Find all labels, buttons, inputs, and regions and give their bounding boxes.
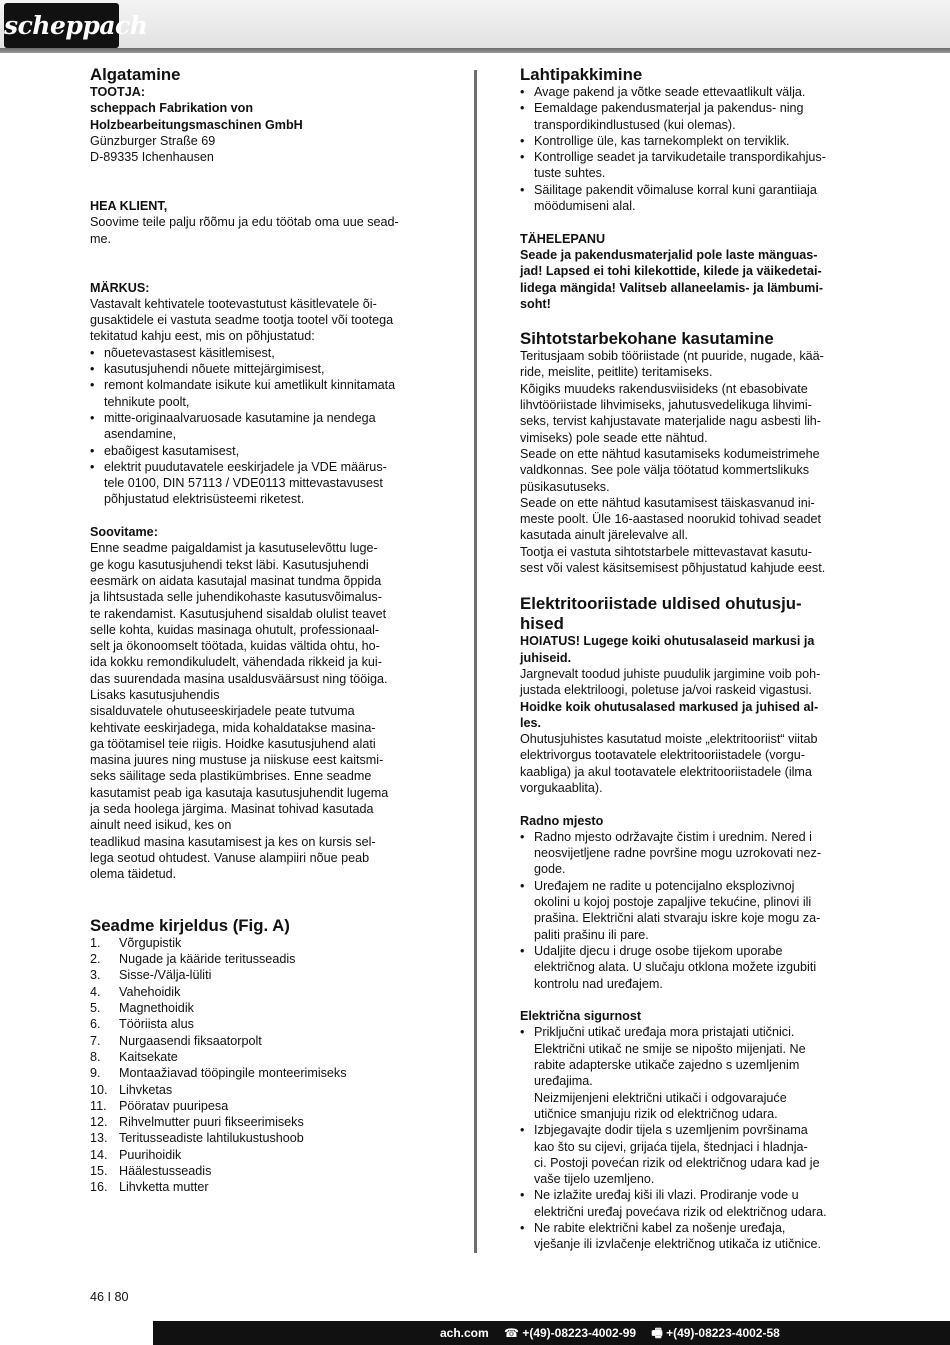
parts-list-item xyxy=(90,984,435,1000)
text-line: Vastavalt kehtivatele tootevastutust käsitlevatele õi- xyxy=(90,296,377,311)
list-item-line: transpordikindlustused (kui olemas). xyxy=(534,117,736,132)
item-text: Lihvketas xyxy=(119,1082,173,1097)
safety-warning xyxy=(520,633,865,666)
text-line: les. xyxy=(520,715,542,730)
intended-use-text xyxy=(520,348,865,576)
footer-phone: ☎ +(49)-08223-4002-99 xyxy=(504,1326,637,1340)
text-line: lega seotud ohtudest. Vanuse alampiiri nõue peab xyxy=(90,850,370,865)
list-item-line: • Udaljite djecu i druge osobe tijekom uporabe xyxy=(534,943,783,958)
text-line: hised xyxy=(520,613,564,633)
item-number: 7. xyxy=(90,1033,101,1048)
item-number: 8. xyxy=(90,1049,101,1064)
text-line: Tootja ei vastuta sihtotstarbele mittevastavat kasutu- xyxy=(520,544,812,559)
text-line: Seade on ette nähtud kasutamisest täiskasvanud ini- xyxy=(520,495,815,510)
list-item-line: • nõuetevastasest käsitlemisest, xyxy=(104,345,275,360)
list-item-line: • kasutusjuhendi nõuete mittejärgimisest, xyxy=(104,362,325,377)
text-line: Holzbearbeitungsmaschinen GmbH xyxy=(90,117,303,132)
text-line: HOIATUS! Lugege koiki ohutusalaseid markusi ja xyxy=(520,634,815,649)
item-text: Sisse-/Välja-lüliti xyxy=(119,968,212,983)
text-line: eesmärk on aidata kasutajal masinat tundma õppida xyxy=(90,573,382,588)
item-number: 4. xyxy=(90,984,101,999)
electrical-list xyxy=(520,1024,865,1252)
text-line: Jargnevalt toodud juhiste puudulik jargimine voib poh- xyxy=(520,666,821,681)
greeting-title: HEA KLIENT, xyxy=(90,199,168,214)
text-line: Teritusjaam sobib tööriistade (nt puuride, nugade, kää- xyxy=(520,349,824,364)
parts-list-item xyxy=(90,1098,435,1114)
text-line: scheppach Fabrikation von xyxy=(90,101,254,116)
text-line: Lisaks kasutusjuhendis xyxy=(90,687,220,702)
list-item-line: • Kontrollige seadet ja tarvikudetaile transpordikahjus- xyxy=(534,150,826,165)
parts-list-item xyxy=(90,1147,435,1163)
text-line: ja lihtsustada selle juhendikohaste kasutusvõimalus- xyxy=(90,590,382,605)
list-item xyxy=(520,182,865,215)
item-number: 16. xyxy=(90,1180,108,1195)
text-line: Seade ja pakendusmaterjalid pole laste mänguas- xyxy=(520,247,818,262)
list-item xyxy=(520,1024,865,1122)
list-item-line: • Izbjegavajte dodir tijela s uzemljenim površinama xyxy=(534,1123,808,1138)
item-number: 6. xyxy=(90,1017,101,1032)
list-item-line: • elektrit puudutavatele eeskirjadele ja VDE määrus- xyxy=(104,459,387,474)
item-number: 9. xyxy=(90,1066,101,1081)
text-line: olema täidetud. xyxy=(90,867,177,882)
maker-name xyxy=(90,100,435,133)
item-number: 3. xyxy=(90,968,101,983)
text-line: seks säilitage seda plastikümbrises. Enne seadme xyxy=(90,769,372,784)
text-line: D-89335 Ichenhausen xyxy=(90,150,214,165)
item-number: 2. xyxy=(90,952,101,967)
list-item xyxy=(90,410,435,443)
list-item-line: • Uređajem ne radite u potencijalno eksplozivnoj xyxy=(534,878,795,893)
list-item-line: möödumiseni alal. xyxy=(534,199,636,214)
list-item-line: tele 0100, DIN 57113 / VDE0113 mittevastavusest xyxy=(104,476,383,491)
list-item-line: kontrolu nad uređajem. xyxy=(534,976,663,991)
parts-list-item xyxy=(90,1130,435,1146)
section-title-intended-use: Sihtotstarbekohane kasutamine xyxy=(520,329,774,349)
text-line: justada elektriloogi, poletuse ja/voi raskeid vigastusi. xyxy=(520,683,812,698)
list-item xyxy=(520,829,865,878)
list-item-line: • ebaõigest kasutamisest, xyxy=(104,443,240,458)
text-line: vorgukaablita). xyxy=(520,780,603,795)
list-item xyxy=(90,345,435,361)
text-line: selt ja ökonoomselt töötada, kuidas vältida ohtu, ho- xyxy=(90,639,380,654)
item-text: Kaitsekate xyxy=(119,1049,178,1064)
text-line: elektrivorgus tootavatele elektritooriistadele (vorgu- xyxy=(520,748,805,763)
item-text: Montaažiavad tööpingile monteerimiseks xyxy=(119,1066,347,1081)
list-item-line: • Ne rabite električni kabel za nošenje uređaja, xyxy=(534,1221,786,1235)
text-line: ida kokku remondikuludelt, vähendada rikkeid ja kui- xyxy=(90,655,382,670)
text-line: ainult need isikud, kes on xyxy=(90,818,232,833)
text-line: lidega mängida! Valitseb allaneelamis- ja lämbumi- xyxy=(520,280,824,295)
parts-list-item xyxy=(90,1065,435,1081)
list-item-line: tehnikute poolt, xyxy=(104,394,190,409)
item-number: 10. xyxy=(90,1082,108,1097)
list-item-line: okolini u kojoj postoje zapaljive tekućine, plinovi ili xyxy=(534,895,812,910)
list-item-line: kao što su cijevi, grijaća tijela, štednjaci i hladnja- xyxy=(534,1139,808,1154)
list-item xyxy=(520,84,865,100)
list-item-line: rabite adapterske utikače zajedno s uzemljenim xyxy=(534,1058,800,1073)
parts-list xyxy=(90,935,435,1196)
list-item xyxy=(520,133,865,149)
text-line: Soovime teile palju rõõmu ja edu töötab oma uue sead- xyxy=(90,215,399,230)
greeting-text xyxy=(90,214,435,247)
text-line: tekitatud kahju eest, mis on põhjustatud: xyxy=(90,329,315,344)
safety-definition xyxy=(520,731,865,796)
maker-address xyxy=(90,133,435,166)
list-item-line: • Säilitage pakendit võimaluse korral kuni garantiiaja xyxy=(534,182,817,197)
section-title-algatamine: Algatamine xyxy=(90,65,181,84)
item-text: Häälestusseadis xyxy=(119,1164,212,1178)
text-line: te rakendamist. Kasutusjuhend sisaldab olulist teavet xyxy=(90,606,387,621)
text-line: püsikasutuseks. xyxy=(520,479,610,494)
parts-list-item xyxy=(90,1082,435,1098)
text-line: soht! xyxy=(520,296,551,311)
list-item xyxy=(520,149,865,182)
text-line: seks, tervist kahjustavate materjalide nagu asbesti lih- xyxy=(520,414,821,429)
attention-title: TÄHELEPANU xyxy=(520,231,606,246)
list-item-line: gode. xyxy=(534,862,566,877)
text-line: sisalduvatele ohutuseeskirjadele peate tutvuma xyxy=(90,704,355,719)
text-line: ride, meislite, peitlite) teritamiseks. xyxy=(520,365,713,380)
text-line: ga töötamisel teie riigis. Hoidke kasutusjuhend alati xyxy=(90,736,376,751)
item-text: Nugade ja kääride teritusseadis xyxy=(119,952,296,967)
list-item-line: prašina. Električni alati stvaraju iskre koje mogu za- xyxy=(534,911,821,926)
text-line: kasutada ainult järelevalve all. xyxy=(520,528,689,543)
maker-label: TOOTJA: xyxy=(90,85,146,99)
page-header xyxy=(0,0,950,48)
list-item xyxy=(90,443,435,459)
electrical-title: Električna sigurnost xyxy=(520,1009,642,1024)
section-title-unpacking: Lahtipakkimine xyxy=(520,65,643,84)
list-item-line: paliti prašinu ili pare. xyxy=(534,927,649,942)
text-line: vimiseks) pole seade ette nähtud. xyxy=(520,430,708,445)
note-intro xyxy=(90,296,435,345)
text-line: Enne seadme paigaldamist ja kasutuselevõttu luge- xyxy=(90,541,378,556)
text-line: kasutamist peab iga kasutaja kasutusjuhendit lugema xyxy=(90,785,389,800)
list-item xyxy=(90,361,435,377)
text-line: valdkonnas. See pole välja töötatud kommertslikuks xyxy=(520,463,810,478)
item-number: 11. xyxy=(90,1098,107,1113)
item-text: Puurihoidik xyxy=(119,1147,182,1162)
list-item-line: • remont kolmandate isikute kui ametlikult kinnitamata xyxy=(104,378,396,393)
list-item xyxy=(520,1122,865,1187)
note-title: MÄRKUS: xyxy=(90,280,150,295)
list-item xyxy=(520,100,865,133)
parts-list-item xyxy=(90,1179,435,1195)
list-item-line: električni uređaj povećava rizik od električnog udara. xyxy=(534,1204,827,1219)
safety-intro xyxy=(520,666,865,699)
list-item xyxy=(520,878,865,943)
parts-list-item xyxy=(90,1033,435,1049)
list-item-line: • Priključni utikač uređaja mora pristajati utičnici. xyxy=(534,1025,795,1040)
list-item-line: električnog alata. U slučaju otklona možete izgubiti xyxy=(534,960,817,975)
text-line: das suurendada masina usaldusväärsust ning tööiga. xyxy=(90,671,388,686)
item-text: Rihvelmutter puuri fikseerimiseks xyxy=(119,1115,304,1130)
scheppach-logo: scheppach xyxy=(4,3,119,48)
list-item-line: • Eemaldage pakendusmaterjal ja pakendus- ning xyxy=(534,101,804,116)
list-item-line: • Ne izlažite uređaj kiši ili vlazi. Prodiranje vode u xyxy=(534,1188,799,1203)
text-line: lihvtööriistade lihvimiseks, jahutusvedelikuga lihvimi- xyxy=(520,398,812,413)
list-item-line: tuste suhtes. xyxy=(534,166,606,181)
parts-list-item xyxy=(90,1049,435,1065)
footer-fax: 🖷 +(49)-08223-4002-58 xyxy=(651,1326,780,1340)
text-line: Kõigiks muudeks rakendusviisideks (nt ebasobivate xyxy=(520,381,808,396)
text-line: ja seda hoolega järgima. Masinat tohivad kasutada xyxy=(90,802,374,817)
item-text: Lihvketta mutter xyxy=(119,1180,209,1195)
parts-list-item xyxy=(90,1016,435,1032)
note-list xyxy=(90,345,435,508)
section-title-safety xyxy=(520,594,865,633)
text-line: meste poolt. Üle 16-aastased noorukid tohivad seadet xyxy=(520,512,822,527)
list-item-line: Električni utikač ne smije se nipošto mijenjati. Ne xyxy=(534,1041,806,1056)
text-line: Elektritooriistade uldised ohutusju- xyxy=(520,594,802,614)
list-item-line: Neizmijenjeni električni utikači i odgovarajuće xyxy=(534,1090,787,1105)
list-item xyxy=(90,459,435,508)
list-item xyxy=(520,943,865,992)
list-item-line: • Kontrollige üle, kas tarnekomplekt on terviklik. xyxy=(534,133,790,148)
item-number: 14. xyxy=(90,1147,108,1162)
text-line: me. xyxy=(90,231,111,246)
attention-text xyxy=(520,247,865,312)
page-footer xyxy=(0,1321,950,1345)
text-line: teadlikud masina kasutamisest ja kes on kursis sel- xyxy=(90,834,376,849)
text-line: selle kohta, kuidas masinaga ohutult, professionaal- xyxy=(90,622,380,637)
text-line: gusaktidele ei vastuta seadme tootja tootel või tootega xyxy=(90,313,394,328)
list-item-line: vaše tijelo uzemljeno. xyxy=(534,1172,655,1187)
safety-keep xyxy=(520,699,865,732)
list-item-line: põhjustatud elektrisüsteemi riketest. xyxy=(104,492,305,507)
unpacking-list xyxy=(520,84,865,214)
text-line: Hoidke koik ohutusalased markused ja juhised al- xyxy=(520,699,819,714)
parts-list-item xyxy=(90,1000,435,1016)
parts-list-item xyxy=(90,1163,435,1179)
parts-list-item xyxy=(90,967,435,983)
work-area-title: Radno mjesto xyxy=(520,813,604,828)
list-item-line: neosvijetljene radne površine mogu uzrokovati nez- xyxy=(534,846,822,861)
work-area-list xyxy=(520,829,865,992)
item-number: 12. xyxy=(90,1115,108,1130)
item-number: 15. xyxy=(90,1164,108,1178)
footer-website: ach.com xyxy=(440,1326,489,1340)
parts-list-item xyxy=(90,935,435,951)
list-item-line: utičnice smanjuju rizik od električnog udara. xyxy=(534,1106,778,1121)
recommend-text xyxy=(90,540,435,882)
text-line: Seade on ette nähtud kasutamiseks kodumeistrimehe xyxy=(520,446,820,461)
text-line: ge kogu kasutusjuhendi tekst läbi. Kasutusjuhendi xyxy=(90,557,369,572)
list-item-line: • Avage pakend ja võtke seade ettevaatlikult välja. xyxy=(534,85,806,99)
right-column xyxy=(520,66,865,1253)
item-text: Magnethoidik xyxy=(119,1001,194,1016)
parts-list-item xyxy=(90,951,435,967)
text-line: jad! Lapsed ei tohi kilekottide, kilede ja väikedetai- xyxy=(520,264,822,279)
item-text: Nurgaasendi fiksaatorpolt xyxy=(119,1033,262,1048)
text-line: kehtivate eeskirjadega, mida kohaldatakse masina- xyxy=(90,720,376,735)
list-item-line: • Radno mjesto održavajte čistim i urednim. Nered i xyxy=(534,829,812,844)
parts-list-item xyxy=(90,1114,435,1130)
item-text: Vahehoidik xyxy=(119,984,181,999)
list-item-line: • mitte-originaalvaruosade kasutamine ja nendega xyxy=(104,410,376,425)
list-item-line: uređajima. xyxy=(534,1074,593,1089)
item-number: 13. xyxy=(90,1131,108,1146)
text-line: Ohutusjuhistes kasutatud moiste „elektritooriist“ viitab xyxy=(520,732,818,747)
left-column xyxy=(90,66,435,1196)
list-item xyxy=(90,377,435,410)
list-item-line: ci. Postoji povećan rizik od električnog udara kad je xyxy=(534,1155,820,1170)
item-text: Pööratav puuripesa xyxy=(119,1098,229,1113)
text-line: sest või valest käsitsemisest põhjustatud kahjude eest. xyxy=(520,561,826,576)
text-line: Günzburger Straße 69 xyxy=(90,133,216,148)
section-title-description: Seadme kirjeldus (Fig. A) xyxy=(90,915,290,935)
header-rule xyxy=(0,48,950,53)
item-text: Tööriista alus xyxy=(119,1017,194,1032)
list-item-line: asendamine, xyxy=(104,427,177,442)
item-text: Teritusseadiste lahtilukustushoob xyxy=(119,1131,304,1146)
text-line: masina juures ning mustuse ja niiskuse eest kaitsmi- xyxy=(90,753,384,768)
list-item xyxy=(520,1220,865,1253)
page-number: 46 I 80 xyxy=(90,1290,129,1304)
item-number: 5. xyxy=(90,1001,101,1016)
text-line: juhiseid. xyxy=(520,650,572,665)
column-divider xyxy=(474,70,477,1253)
list-item xyxy=(520,1187,865,1220)
list-item-line: vješanje ili izvlačenje električnog utikača iz utičnice. xyxy=(534,1237,821,1252)
item-number: 1. xyxy=(90,935,101,950)
text-line: kaabliga) ja akul tootavatele elektritooriistadele (ilma xyxy=(520,764,812,779)
recommend-title: Soovitame: xyxy=(90,525,158,540)
item-text: Võrgupistik xyxy=(119,935,182,950)
